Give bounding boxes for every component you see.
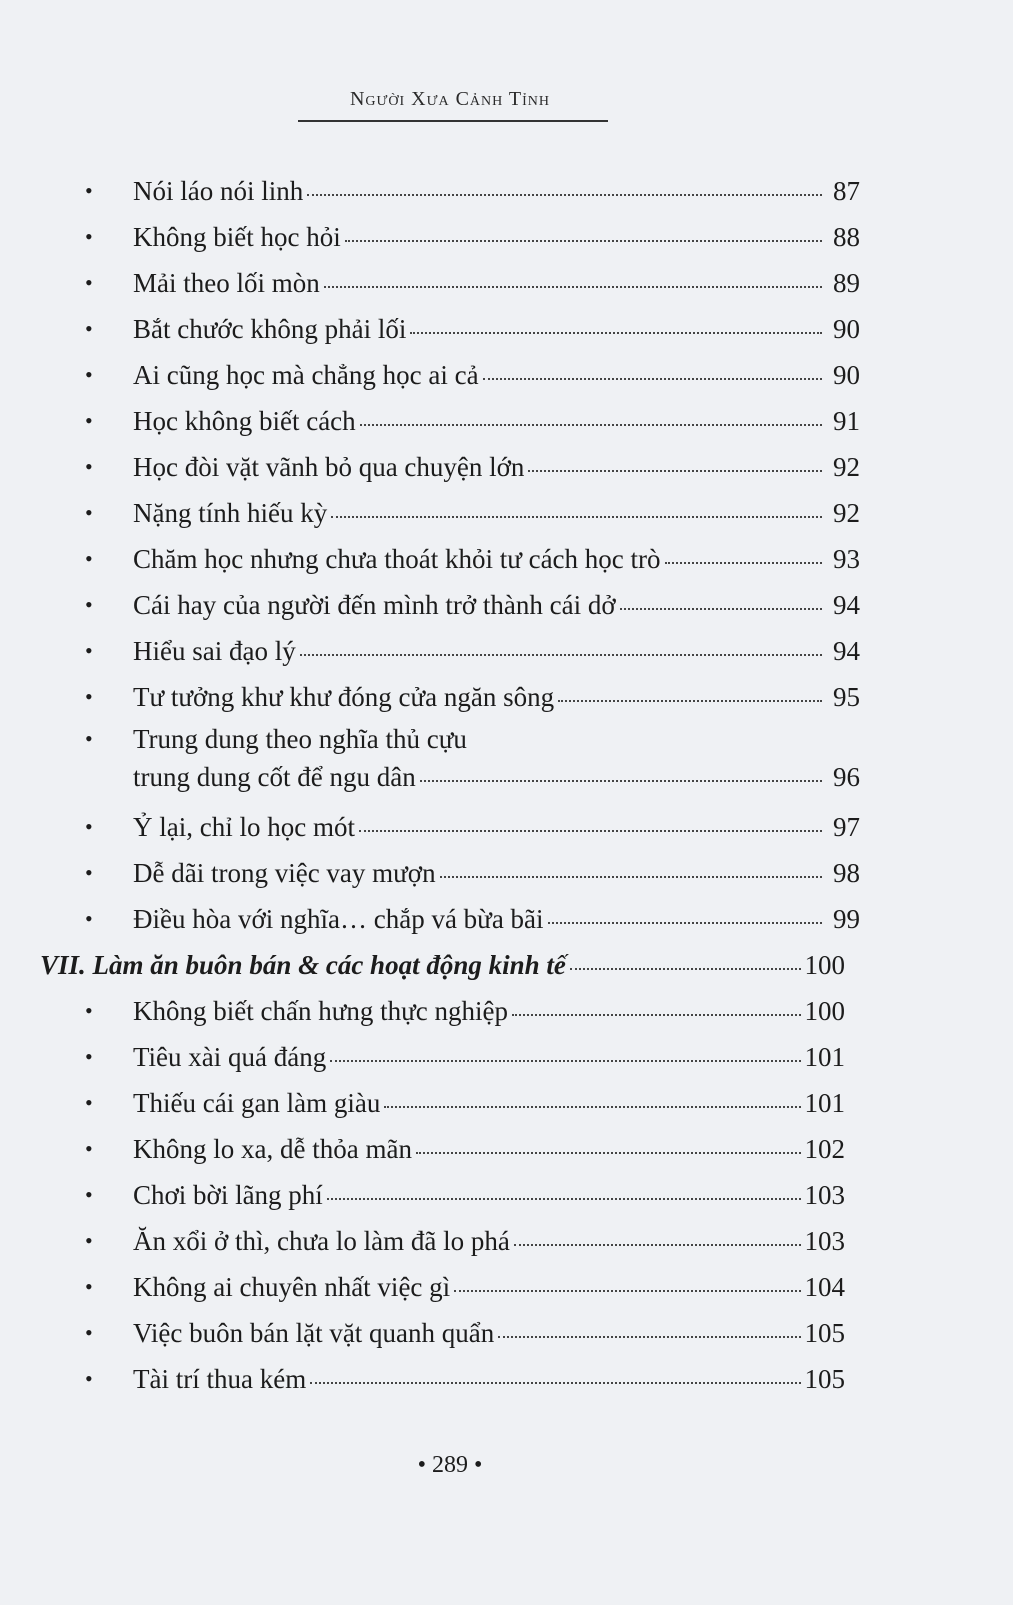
toc-entry-label: Nặng tính hiếu kỳ xyxy=(133,498,328,528)
toc-entry xyxy=(40,1218,845,1264)
dot-leader xyxy=(416,1152,801,1154)
toc-entry-label: Tiêu xài quá đáng xyxy=(133,1042,327,1072)
toc-entry xyxy=(40,1356,845,1402)
toc-entry xyxy=(40,536,860,582)
toc-entry-page: 92 xyxy=(833,452,860,482)
toc-entry-page: 92 xyxy=(833,498,860,528)
toc-entry-page: 101 xyxy=(804,1088,845,1118)
dot-leader xyxy=(307,194,822,196)
dot-leader xyxy=(512,1014,801,1016)
toc-entry xyxy=(40,1172,845,1218)
toc-entry xyxy=(40,306,860,352)
toc-entry xyxy=(40,1080,845,1126)
toc-entry-page: 105 xyxy=(804,1364,845,1394)
toc-entry-label: Nói láo nói linh xyxy=(133,176,304,206)
toc-entry-page: 101 xyxy=(804,1042,845,1072)
toc-entry-label: Không biết học hỏi xyxy=(133,222,341,252)
toc-entry xyxy=(40,444,860,490)
toc-entry xyxy=(40,1034,845,1080)
bullet: • xyxy=(85,726,93,751)
bullet: • xyxy=(85,1090,93,1115)
bullet: • xyxy=(85,906,93,931)
dot-leader xyxy=(454,1290,800,1292)
toc-entry-label-line2: trung dung cốt để ngu dân xyxy=(133,762,416,792)
toc-group-b xyxy=(40,804,860,942)
toc-entry-label: Không lo xa, dễ thỏa mãn xyxy=(133,1134,412,1164)
dot-leader xyxy=(620,608,822,610)
bullet: • xyxy=(85,860,93,885)
toc-entry xyxy=(40,1310,845,1356)
dot-leader xyxy=(558,700,822,702)
dot-leader xyxy=(420,780,822,782)
toc-entry-page: 103 xyxy=(804,1180,845,1210)
toc-entry-page: 96 xyxy=(833,762,860,792)
dot-leader xyxy=(548,922,822,924)
bullet: • xyxy=(85,1182,93,1207)
toc-entry-page: 89 xyxy=(833,268,860,298)
toc-entry xyxy=(40,896,860,942)
toc-entry-label: Học đòi vặt vãnh bỏ qua chuyện lớn xyxy=(133,452,525,482)
bullet: • xyxy=(85,546,93,571)
section-page: 100 xyxy=(804,950,845,980)
toc-entry xyxy=(40,260,860,306)
dot-leader xyxy=(310,1382,800,1384)
toc-entry-page: 100 xyxy=(804,996,845,1026)
toc-entry xyxy=(40,628,860,674)
dot-leader xyxy=(665,562,822,564)
toc-entry-label: Ăn xổi ở thì, chưa lo làm đã lo phá xyxy=(133,1226,510,1256)
toc-entry-label: Thiếu cái gan làm giàu xyxy=(133,1088,381,1118)
toc-entry-page: 97 xyxy=(833,812,860,842)
bullet: • xyxy=(85,178,93,203)
toc-entry-wrapped xyxy=(40,720,860,804)
toc-entry-page: 105 xyxy=(804,1318,845,1348)
dot-leader xyxy=(410,332,822,334)
toc-entry-label: Ai cũng học mà chẳng học ai cả xyxy=(133,360,479,390)
toc-entry xyxy=(40,804,860,850)
dot-leader xyxy=(324,286,822,288)
table-of-contents xyxy=(40,168,860,1402)
bullet: • xyxy=(85,454,93,479)
toc-entry-page: 103 xyxy=(804,1226,845,1256)
bullet: • xyxy=(85,408,93,433)
toc-entry-page: 95 xyxy=(833,682,860,712)
toc-entry xyxy=(40,398,860,444)
dot-leader xyxy=(327,1198,801,1200)
toc-entry-page: 94 xyxy=(833,590,860,620)
header-rule xyxy=(298,120,608,122)
dot-leader xyxy=(384,1106,800,1108)
toc-section-heading xyxy=(40,942,845,988)
running-head: Người Xưa Cảnh Tỉnh xyxy=(349,88,550,110)
bullet: • xyxy=(85,592,93,617)
toc-entry-label: Dễ dãi trong việc vay mượn xyxy=(133,858,436,888)
bullet: • xyxy=(85,1274,93,1299)
toc-entry-label: Mải theo lối mòn xyxy=(133,268,320,298)
bullet: • xyxy=(85,1044,93,1069)
toc-group-c xyxy=(40,988,845,1402)
bullet: • xyxy=(85,1320,93,1345)
bullet: • xyxy=(85,500,93,525)
bullet: • xyxy=(85,638,93,663)
toc-entry-label: Chăm học nhưng chưa thoát khỏi tư cách học trò xyxy=(133,544,661,574)
bullet: • xyxy=(85,316,93,341)
section-label: VII. Làm ăn buôn bán & các hoạt động kinh tế xyxy=(40,950,566,980)
toc-entry-label: Ỷ lại, chỉ lo học mót xyxy=(133,812,355,842)
toc-entry-label: Cái hay của người đến mình trở thành cái dở xyxy=(133,590,616,620)
toc-entry-label: Không ai chuyên nhất việc gì xyxy=(133,1272,451,1302)
dot-leader xyxy=(360,424,822,426)
toc-entry xyxy=(40,582,860,628)
dot-leader xyxy=(359,830,822,832)
dot-leader xyxy=(514,1244,801,1246)
toc-entry-label-line1: Trung dung theo nghĩa thủ cựu xyxy=(133,724,467,754)
toc-entry-label: Học không biết cách xyxy=(133,406,356,436)
toc-entry-page: 90 xyxy=(833,360,860,390)
toc-entry-page: 88 xyxy=(833,222,860,252)
toc-entry-label: Chơi bời lãng phí xyxy=(133,1180,323,1210)
toc-entry-label: Bắt chước không phải lối xyxy=(133,314,407,344)
bullet: • xyxy=(85,1228,93,1253)
toc-entry xyxy=(40,988,845,1034)
toc-entry xyxy=(40,490,860,536)
toc-entry-page: 102 xyxy=(804,1134,845,1164)
bullet: • xyxy=(85,1136,93,1161)
dot-leader xyxy=(331,516,822,518)
toc-entry xyxy=(40,1264,845,1310)
dot-leader xyxy=(528,470,822,472)
bullet: • xyxy=(85,270,93,295)
toc-entry-label: Điều hòa với nghĩa… chắp vá bừa bãi xyxy=(133,904,544,934)
toc-entry-page: 98 xyxy=(833,858,860,888)
toc-entry-page: 94 xyxy=(833,636,860,666)
toc-entry-label: Tài trí thua kém xyxy=(133,1364,307,1394)
dot-leader xyxy=(300,654,822,656)
toc-entry-label: Hiểu sai đạo lý xyxy=(133,636,296,666)
toc-entry-label: Tư tưởng khư khư đóng cửa ngăn sông xyxy=(133,682,555,712)
toc-entry xyxy=(40,214,860,260)
page-number: • 289 • xyxy=(417,1452,483,1478)
dot-leader xyxy=(570,968,801,970)
toc-group-a xyxy=(40,168,860,720)
toc-entry-page: 104 xyxy=(804,1272,845,1302)
bullet: • xyxy=(85,362,93,387)
dot-leader xyxy=(330,1060,800,1062)
toc-entry-page: 99 xyxy=(833,904,860,934)
toc-entry-page: 91 xyxy=(833,406,860,436)
toc-entry-page: 87 xyxy=(833,176,860,206)
bullet: • xyxy=(85,998,93,1023)
toc-entry xyxy=(40,850,860,896)
toc-entry xyxy=(40,1126,845,1172)
toc-entry-page: 93 xyxy=(833,544,860,574)
toc-entry-label: Việc buôn bán lặt vặt quanh quẩn xyxy=(133,1318,495,1348)
toc-entry xyxy=(40,674,860,720)
dot-leader xyxy=(440,876,822,878)
bullet: • xyxy=(85,684,93,709)
toc-entry-page: 90 xyxy=(833,314,860,344)
toc-entry xyxy=(40,352,860,398)
dot-leader xyxy=(345,240,822,242)
toc-entry xyxy=(40,168,860,214)
dot-leader xyxy=(483,378,822,380)
dot-leader xyxy=(498,1336,800,1338)
bullet: • xyxy=(85,814,93,839)
bullet: • xyxy=(85,1366,93,1391)
toc-entry-label: Không biết chấn hưng thực nghiệp xyxy=(133,996,508,1026)
bullet: • xyxy=(85,224,93,249)
